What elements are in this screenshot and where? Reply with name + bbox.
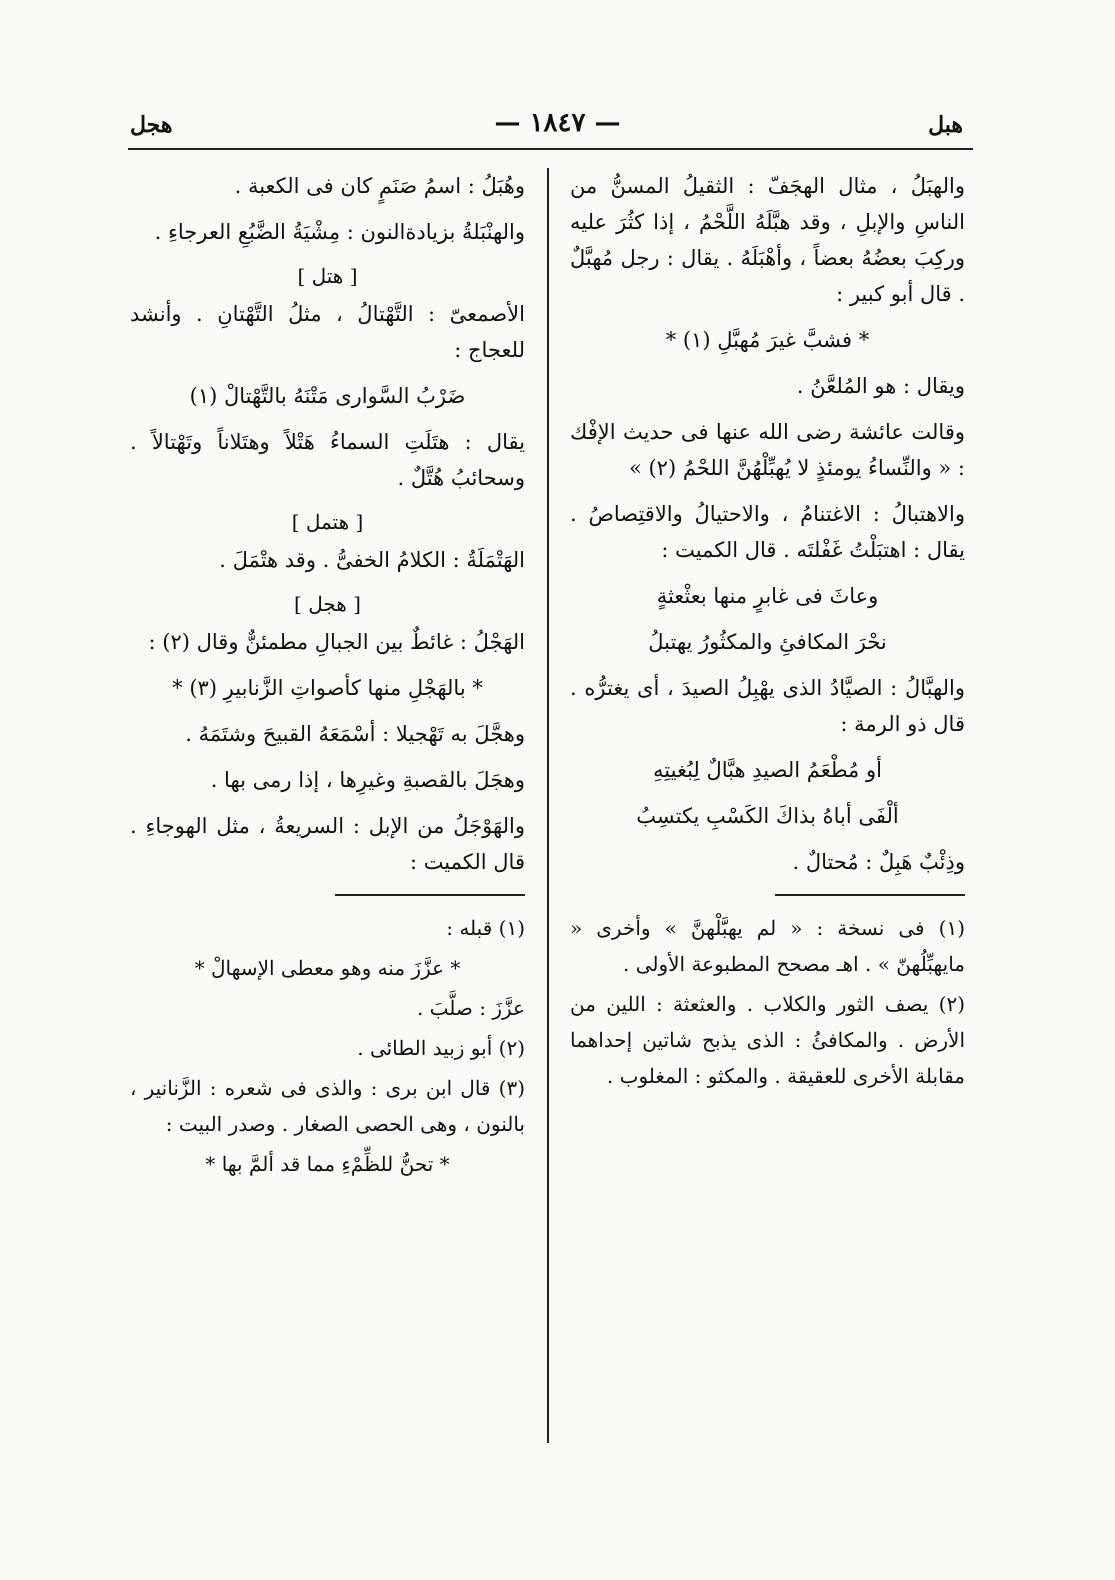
entry-hubal: وهُبَلُ : اسمُ صَنَمٍ كان فى الكعبة . [234,174,525,198]
footnote-left-2: (٢) أبو زبيد الطائى . [357,1036,525,1060]
footnote-left-3: (٣) قال ابن برى : والذى فى شعره : الزَّنانير ، بالنون ، وهى الحصى الصغار . وصدر البيت : [130,1076,525,1136]
entry-hajl: الهَجْلُ : غائطٌ بين الجبالِ مطمئنٌّ وقال (٢) : [148,630,525,654]
footnote-2: (٢) يصف الثور والكلاب . والعثعثة : اللين من الأرض . والمكافئُ : الذى يذبح شاتين إحداهما مقابلة الأخرى للعقيقة . والمكثو : المغلوب . [570,992,965,1088]
verse-kumait-2: نحْرَ المكافئِ والمكثُورُ يهتبلُ [648,630,887,654]
entry-hawjal: والهَوْجَلُ من الإبل : السريعةُ ، مثل الهوجاءِ . قال الكميت : [130,814,525,874]
verse-abu-kabir: * فشبَّ غيرَ مُهبَّلِ (١) * [665,328,870,352]
footnote-1: (١) فى نسخة : « لم يهبَّلْهنَّ » وأخرى « مايهبِّلُهنّ » . اهـ مصحح المطبوعة الأولى . [570,916,965,976]
column-divider [547,168,549,1443]
entry-tahtal: الأصمعىّ : التَّهْتالُ ، مثلُ التَّهْتانِ . وأنشد للعجاج : [130,302,525,362]
entry-hatmala: الهَتْمَلَةُ : الكلامُ الخفىُّ . وقد هتْمَلَ . [219,548,525,572]
entry-ihtibal: والاهتبالُ : الاغتنامُ ، والاحتيالُ والاقتِصاصُ . يقال : اهتبَلْتُ غَفْلتَه . قال الكميت : [570,502,965,562]
header-right-word: هبل [928,112,963,138]
footnote-left-1-verse: * عزَّزَ منه وهو معطى الإسهالْ * [194,956,461,980]
right-column [570,168,965,1098]
entry-mulaan: ويقال : هو المُلعَّنُ . [796,374,965,398]
heading-html: [ هتمل ] [291,510,364,534]
footnote-left-1: (١) قبله : [446,916,525,940]
entry-hajala: وهجَلَ بالقصبةِ وغيرِها ، إذا رمى بها . [210,768,525,792]
footnote-separator [775,894,965,896]
footnote-left-3-verse: * تحنُّ للظِّمْءِ مما قد ألمَّ بها * [205,1152,450,1176]
verse-dhu-rumma-1: أو مُطْعَمُ الصيدِ هبَّالٌ لِبُغيتِهِ [653,758,882,782]
left-column [130,168,525,1186]
verse-dhu-rumma-2: ألْفَى أباهُ بذاكَ الكَسْبِ يكتسِبُ [636,804,899,828]
entry-hatlat: يقال : هتَلَتِ السماءُ هَتْلاً وهتَلاناً وتَهْتالاً . وسحائبُ هُتَّلٌ . [130,430,525,490]
verse-ajjaj: ضَرْبُ السَّوارى مَتْنَهُ بالتَّهْتالْ (١) [189,384,466,408]
entry-dhib-habil: وذِئْبٌ هَبِلٌ : مُحتالٌ . [792,850,965,874]
entry-habbal: والهبَّالُ : الصيَّادُ الذى يهْبِلُ الصيدَ ، أى يغترُّه . قال ذو الرمة : [570,676,965,736]
entry-tahjil: وهجَّلَ به تَهْجيلا : أسْمَعَهُ القبيحَ وشتَمَهُ . [185,722,525,746]
heading-hjl: [ هجل ] [294,592,361,616]
footnote-separator-left [335,894,525,896]
footnote-left-1-gloss: عزَّزَ : صلَّبَ . [416,996,525,1020]
verse-zanabir: * بالهَجْلِ منها كأصواتِ الزَّنابيرِ (٣) * [172,676,483,700]
header-rule [128,148,973,150]
entry-habal: والهبَلُ ، مثال الهجَفّ : الثقيلُ المسنُّ من الناسِ والإبلِ ، وقد هبَّلَهُ اللَّحْمُ ، إذا كثُرَ عليه وركِبَ بعضُهُ بعضاً ، وأهْبَلَهُ . يقال : رجل مُهبَّلٌ . قال أبو كبير : [570,174,965,306]
verse-kumait-1: وعاثَ فى غابرٍ منها بعثْعثةٍ [656,584,879,608]
header-left-word: هجل [130,112,173,138]
entry-hanbala: والهنْبَلةُ بزيادةالنون : مِشْيَةُ الضَّبُعِ العرجاءِ . [154,220,525,244]
page-number: — ١٨٤٧ — [494,108,621,138]
entry-aisha-hadith: وقالت عائشة رضى الله عنها فى حديث الإفْك : « والنِّساءُ يومئذٍ لا يُهبِّلْهُنَّ اللحْمُ (٢) » [570,420,965,480]
heading-htl: [ هتل ] [297,264,358,288]
